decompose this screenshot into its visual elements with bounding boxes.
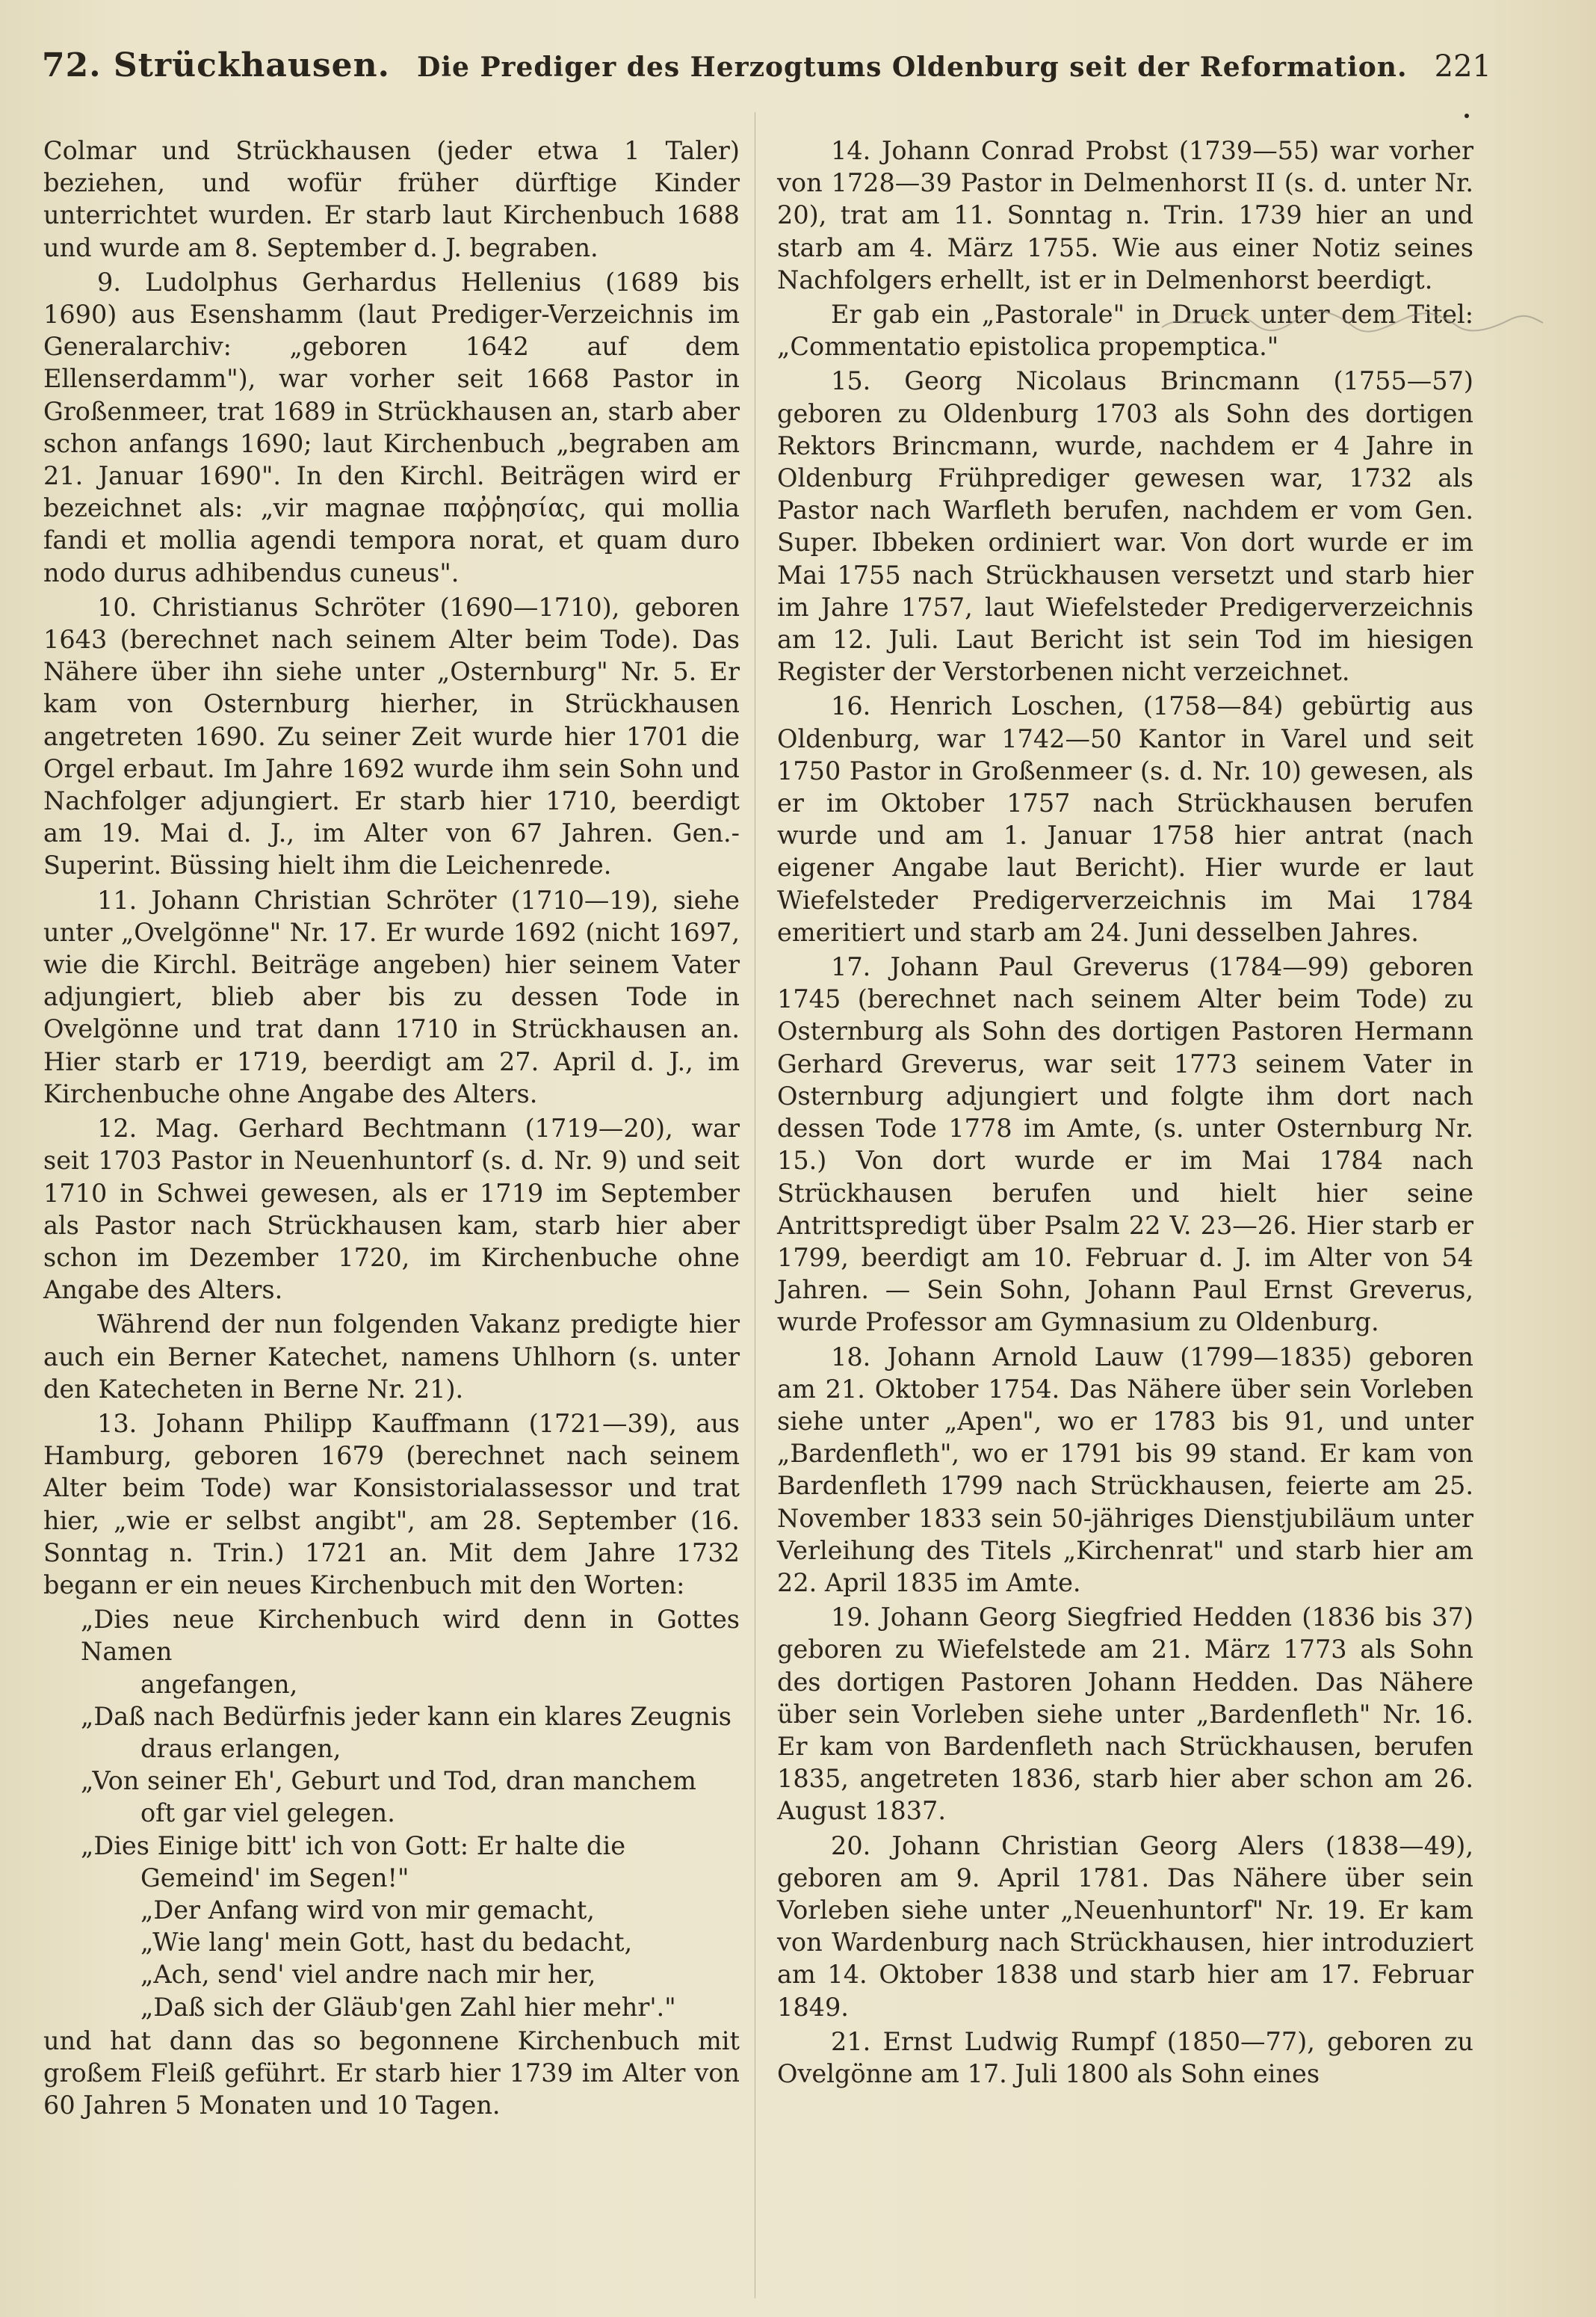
- entry-21: 21. Ernst Ludwig Rumpf (1850—77), geboren zu Ovelgönne am 17. Juli 1800 als Sohn eines: [777, 2026, 1473, 2088]
- verse-line: oft gar viel gelegen.: [140, 1798, 395, 1828]
- paragraph: Colmar und Strückhausen (jeder etwa 1 Taler) beziehen, und wofür früher dürftige Kinder unterrichtet wurden. Er starb laut Kirchenbuch 1688 und wurde am 8. September d. J. begraben.: [43, 136, 740, 262]
- entry-19: 19. Johann Georg Siegfried Hedden (1836 bis 37) geboren zu Wiefelstede am 21. März 1773 als Sohn des dortigen Pastoren Johann Hedden. Das Nähere über sein Vorleben siehe unter „Bardenfleth" Nr. 16. Er kam von Bardenfleth nach Strückhausen, berufen 1835, angetreten 1836, starb hier aber schon am 26. August 1837.: [777, 1602, 1473, 1826]
- verse-line: „Dies Einige bitt' ich von Gott: Er halte die: [81, 1830, 626, 1860]
- entry-17: 17. Johann Paul Greverus (1784—99) geboren 1745 (berechnet nach seinem Alter beim Tode) zu Osternburg als Sohn des dortigen Pastoren Hermann Gerhard Greverus, war seit 1773 seinem Vater in Osternburg adjungiert und folgte ihm dort nach dessen Tode 1778 im Amte, (s. unter Osternburg Nr. 15.) Von dort wurde er im Mai 1784 nach Strückhausen berufen und hielt hier seine Antrittspredigt über Psalm 22 V. 23—26. Hier starb er 1799, beerdigt am 10. Februar d. J. im Alter von 54 Jahren. — Sein Sohn, Johann Paul Ernst Greverus, wurde Professor am Gymnasium zu Oldenburg.: [777, 952, 1473, 1337]
- church-book-verse: [43, 1603, 740, 2023]
- verse-line: „Daß sich der Gläub'gen Zahl hier mehr'.": [140, 1992, 676, 2022]
- entry-16: 16. Henrich Loschen, (1758—84) gebürtig aus Oldenburg, war 1742—50 Kantor in Varel und seit 1750 Pastor in Großenmeer (s. d. Nr. 10) gewesen, als er im Oktober 1757 nach Strückhausen berufen wurde und am 1. Januar 1758 hier antrat (nach eigener Angabe laut Bericht). Hier wurde er laut Wiefelsteder Predigerverzeichnis im Mai 1784 emeritiert und starb am 24. Juni desselben Jahres.: [777, 691, 1473, 947]
- pastorale-note: Er gab ein „Pastorale" in Druck unter dem Titel: „Commentatio epistolica propemptica.": [777, 300, 1473, 362]
- verse-line: „Wie lang' mein Gott, hast du bedacht,: [140, 1928, 633, 1957]
- entry-20: 20. Johann Christian Georg Alers (1838—49), geboren am 9. April 1781. Das Nähere über sein Vorleben siehe unter „Neuenhuntorf" Nr. 19. Er kam von Wardenburg nach Strückhausen, hier introduziert am 14. Oktober 1838 und starb hier am 17. Februar 1849.: [777, 1830, 1473, 2022]
- verse-line: „Ach, send' viel andre nach mir her,: [140, 1960, 596, 1990]
- verse-line: angefangen,: [140, 1669, 298, 1699]
- entry-18: 18. Johann Arnold Lauw (1799—1835) geboren am 21. Oktober 1754. Das Nähere über sein Vorleben siehe unter „Apen", wo er 1783 bis 91, und unter „Bardenfleth", wo er 1791 bis 99 stand. Er kam von Bardenfleth 1799 nach Strückhausen, feierte am 25. November 1833 sein 50-jähriges Dienstjubiläum unter Verleihung des Titels „Kirchenrat" und starb hier am 22. April 1835 im Amte.: [777, 1342, 1473, 1597]
- verse-line: „Von seiner Eh', Geburt und Tod, dran manchem: [81, 1766, 696, 1796]
- entry-9: 9. Ludolphus Gerhardus Hellenius (1689 bis 1690) aus Esenshamm (laut Prediger-Verzeichnis im Generalarchiv: „geboren 1642 auf dem Ellenserdamm"), war vorher seit 1668 Pastor in Großenmeer, trat 1689 in Strückhausen an, starb aber schon anfangs 1690; laut Kirchenbuch „begraben am 21. Januar 1690". In den Kirchl. Beiträgen wird er bezeichnet als: „vir magnae παῤῥησίας, qui mollia fandi et mollia agendi tempora norat, et quam duro nodo durus adhibendus cuneus".: [43, 267, 740, 587]
- entry-10: 10. Christianus Schröter (1690—1710), geboren 1643 (berechnet nach seinem Alter beim Tode). Das Nähere über ihn siehe unter „Osternburg" Nr. 5. Er kam von Osternburg hierher, in Strückhausen angetreten 1690. Zu seiner Zeit wurde hier 1701 die Orgel erbaut. Im Jahre 1692 wurde ihm sein Sohn und Nachfolger adjungiert. Er starb hier 1710, beerdigt am 19. Mai d. J., im Alter von 67 Jahren. Gen.-Superint. Büssing hielt ihm die Leichenrede.: [43, 592, 740, 880]
- verse-line: „Dies neue Kirchenbuch wird denn in Gottes Namen: [81, 1605, 740, 1667]
- entry-11: 11. Johann Christian Schröter (1710—19), siehe unter „Ovelgönne" Nr. 17. Er wurde 1692 (nicht 1697, wie die Kirchl. Beiträge angeben) hier seinem Vater adjungiert, blieb aber bis zu dessen Tode in Ovelgönne und trat dann 1710 in Strückhausen an. Hier starb er 1719, beerdigt am 27. April d. J., im Kirchenbuche ohne Angabe des Alters.: [43, 885, 740, 1108]
- ink-dot: [1464, 114, 1469, 118]
- handwriting-scribble: [1158, 306, 1547, 336]
- entry-14: 14. Johann Conrad Probst (1739—55) war vorher von 1728—39 Pastor in Delmenhorst II (s. d. unter Nr. 20), trat am 11. Sonntag n. Trin. 1739 hier an und starb am 4. März 1755. Wie aus einer Notiz seines Nachfolgers erhellt, ist er in Delmenhorst beerdigt.: [777, 136, 1473, 294]
- running-title: Die Prediger des Herzogtums Oldenburg seit der Reformation.: [417, 52, 1408, 83]
- left-column: [43, 135, 740, 2123]
- entry-13: 13. Johann Philipp Kauffmann (1721—39), aus Hamburg, geboren 1679 (berechnet nach seinem Alter beim Tode) war Konsistorialassessor und trat hier, „wie er selbst angibt", am 28. September (16. Sonntag n. Trin.) 1721 an. Mit dem Jahre 1732 begann er ein neues Kirchenbuch mit den Worten:: [43, 1408, 740, 1599]
- page-number: 221: [1434, 49, 1491, 84]
- paragraph: und hat dann das so begonnene Kirchenbuch mit großem Fleiß geführt. Er starb hier 1739 im Alter von 60 Jahren 5 Monaten und 10 Tagen.: [43, 2026, 740, 2120]
- right-column: [777, 135, 1473, 2092]
- verse-line: Gemeind' im Segen!": [140, 1863, 409, 1892]
- chapter-heading: 72. Strückhausen.: [42, 46, 390, 84]
- verse-line: draus erlangen,: [140, 1733, 341, 1763]
- verse-line: „Daß nach Bedürfnis jeder kann ein klares Zeugnis: [81, 1701, 732, 1731]
- vakanz-note: Während der nun folgenden Vakanz predigte hier auch ein Berner Katechet, namens Uhlhorn (s. unter den Katecheten in Berne Nr. 21).: [43, 1309, 740, 1404]
- entry-15: 15. Georg Nicolaus Brincmann (1755—57) geboren zu Oldenburg 1703 als Sohn des dortigen Rektors Brincmann, wurde, nachdem er 4 Jahre in Oldenburg Frühprediger gewesen war, 1732 als Pastor nach Warfleth berufen, nachdem er vom Gen. Super. Ibbeken ordiniert war. Von dort wurde er im Mai 1755 nach Strückhausen versetzt und starb hier im Jahre 1757, laut Wiefelsteder Predigerverzeichnis am 12. Juli. Laut Bericht ist sein Tod im hiesigen Register der Verstorbenen nicht verzeichnet.: [777, 366, 1473, 687]
- pencil-annotation: [1158, 306, 1577, 336]
- entry-12: 12. Mag. Gerhard Bechtmann (1719—20), war seit 1703 Pastor in Neuenhuntorf (s. d. Nr. 9) und seit 1710 in Schwei gewesen, als er 1719 im September als Pastor nach Strückhausen kam, starb hier aber schon im Dezember 1720, im Kirchenbuche ohne Angabe des Alters.: [43, 1114, 740, 1305]
- page-header: [42, 46, 1491, 91]
- verse-line: „Der Anfang wird von mir gemacht,: [140, 1895, 595, 1925]
